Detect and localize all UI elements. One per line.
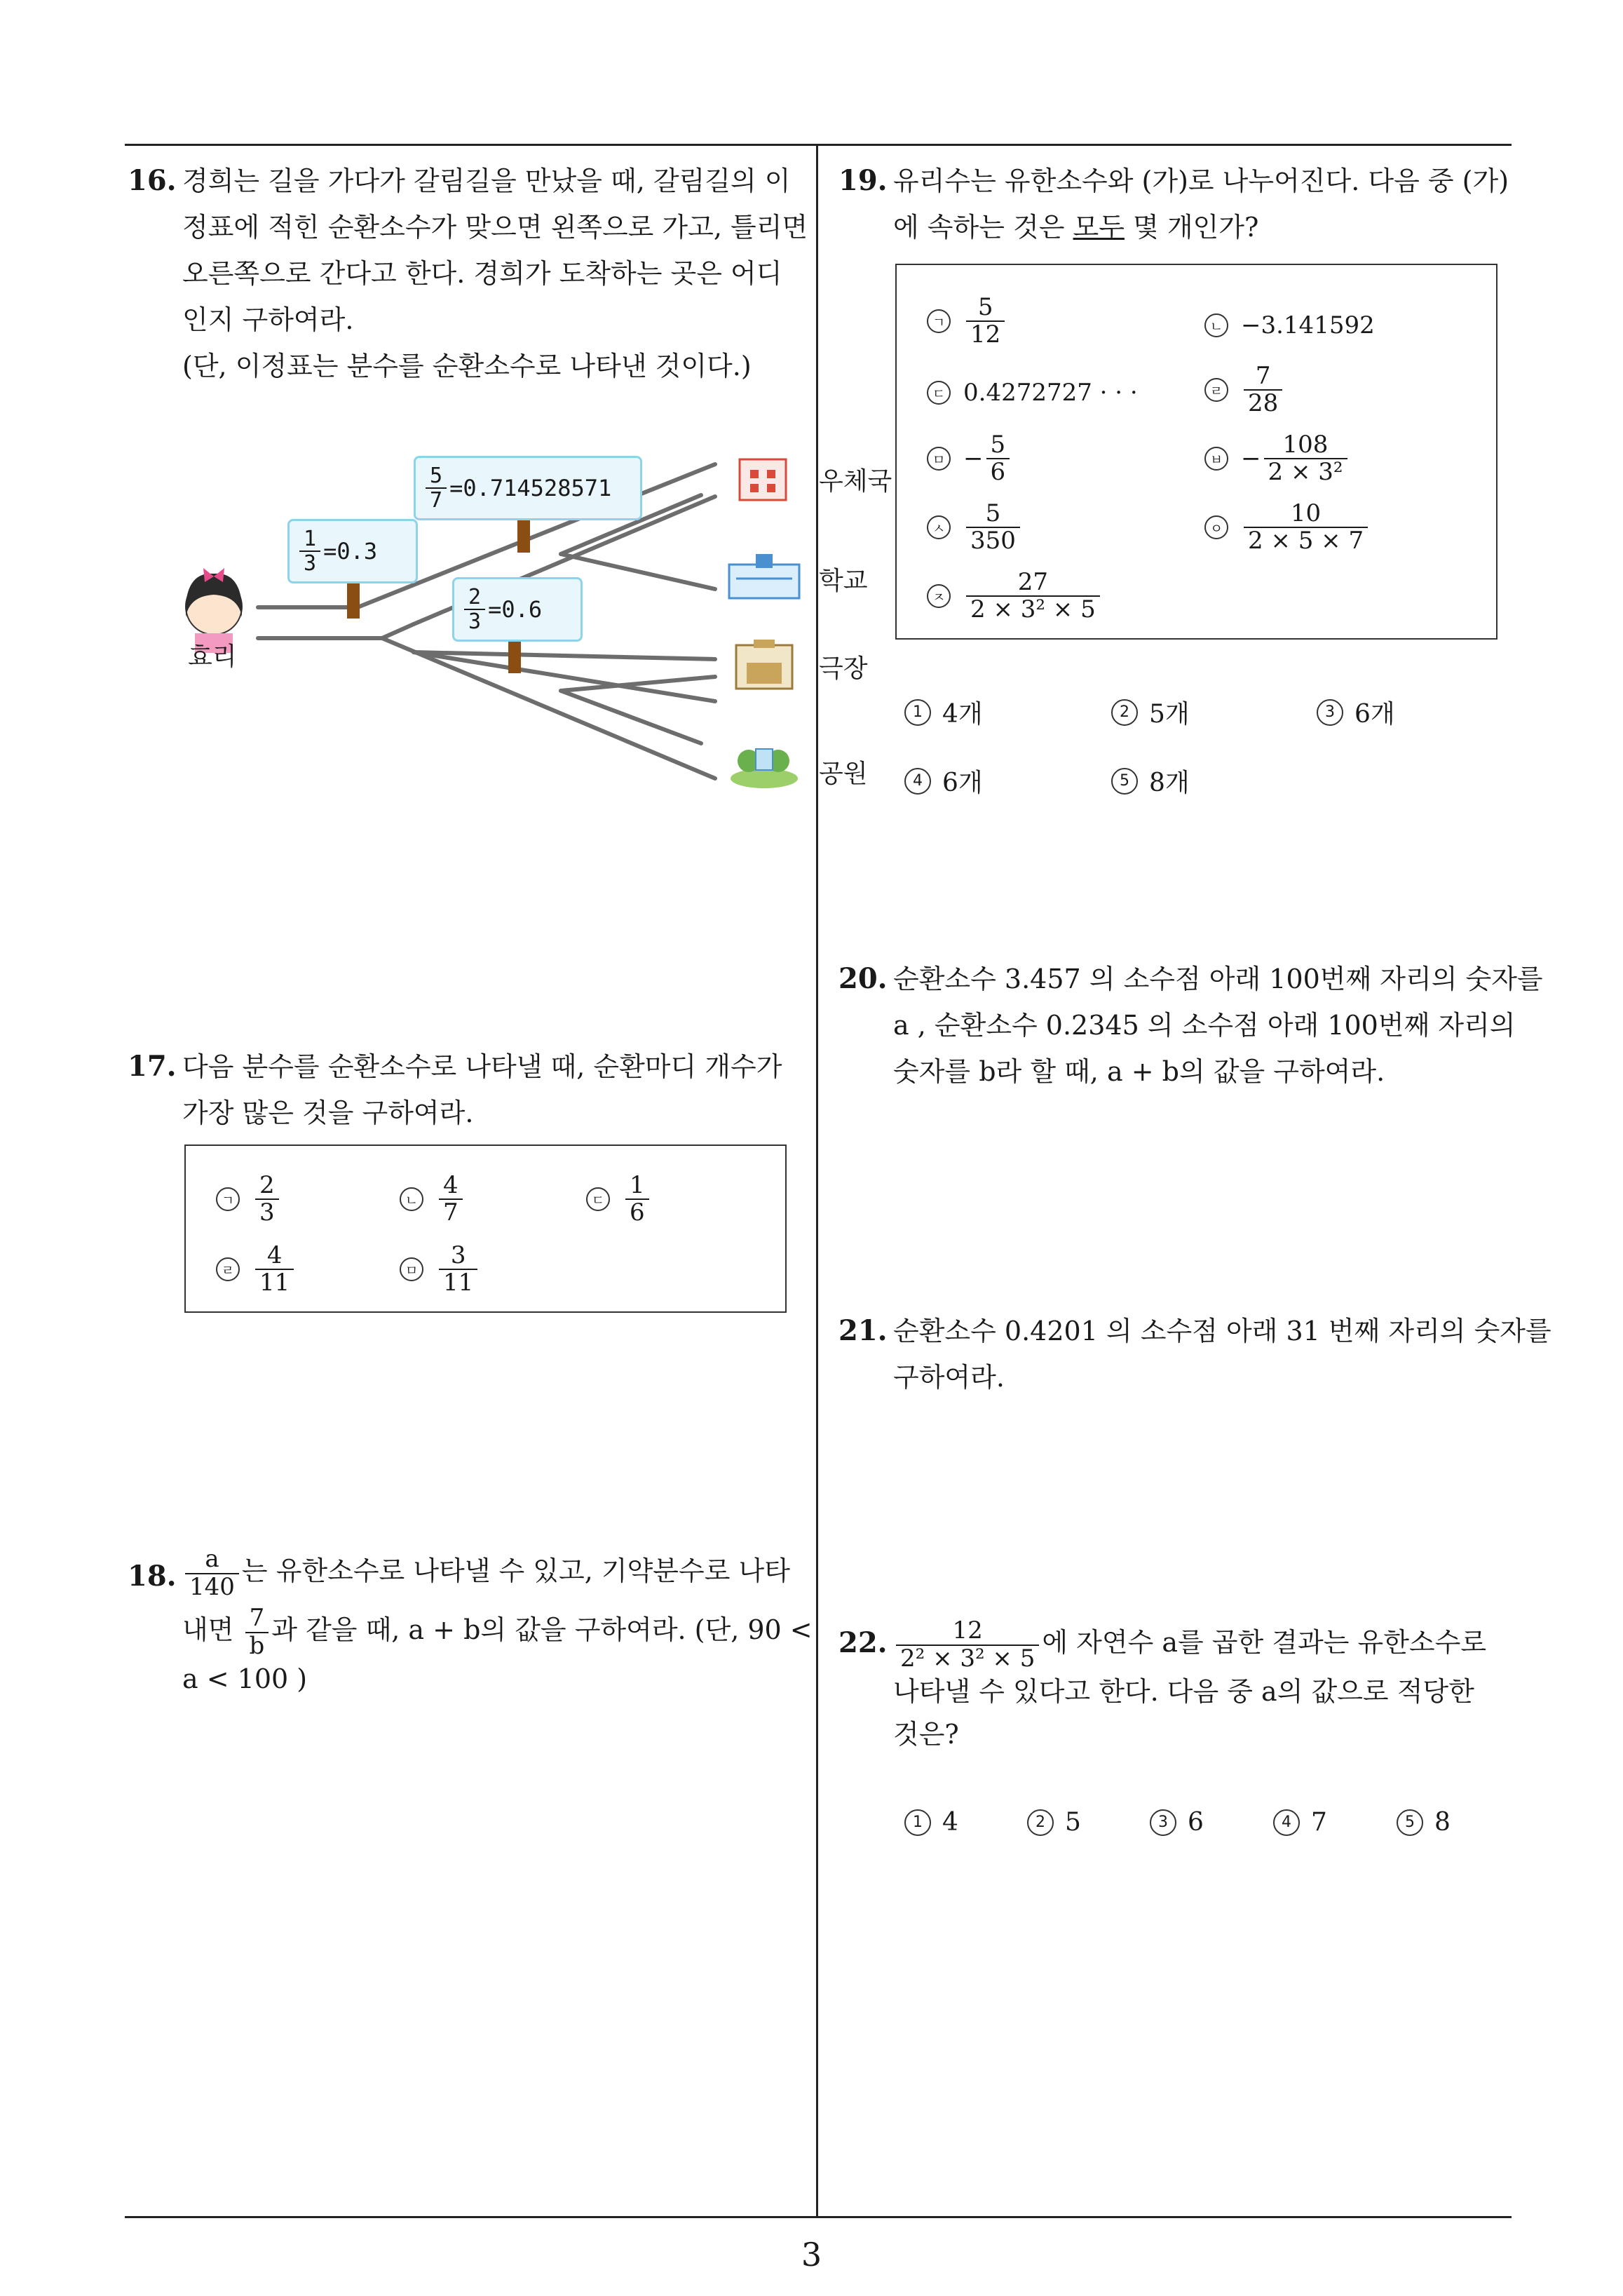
fraction-12-over: $\frac{12}{\text{2² × 3² × 5}}$ xyxy=(896,1618,1039,1672)
sign-fraction: $\frac{2}{3}$ xyxy=(464,586,485,633)
question-17 xyxy=(128,1044,801,1136)
sign-value: =0.6 xyxy=(488,596,543,623)
question-text: a < 100 ) xyxy=(182,1663,308,1694)
question-20 xyxy=(838,956,1543,1095)
choice-item: ㄱ $\frac{5}{12}$ xyxy=(927,295,1007,349)
question-22 xyxy=(838,1613,1512,1757)
question-number: 20. xyxy=(838,962,888,995)
question-text-line: 정표에 적힌 순환소수가 맞으면 왼쪽으로 가고, 틀리면 xyxy=(182,212,808,243)
theater-building-icon xyxy=(736,640,792,689)
question-number: 21. xyxy=(838,1314,888,1347)
choice-mark: ㄴ xyxy=(1204,313,1228,337)
question-text-line: a , 순환소수 0.2345 의 소수점 아래 100번째 자리의 xyxy=(893,1010,1516,1041)
question-text-line: 숫자를 b라 할 때, a + b의 값을 구하여라. xyxy=(893,1056,1385,1087)
place-theater: 극장 xyxy=(819,654,868,683)
choice-value: 0.4272727 · · · xyxy=(963,379,1138,407)
school-building-icon xyxy=(729,554,799,598)
place-school: 학교 xyxy=(819,567,868,595)
choice-item: ㄴ $\frac{4}{7}$ xyxy=(400,1173,466,1227)
choice-mark: ㄴ xyxy=(400,1187,423,1211)
question-number: 17. xyxy=(128,1050,177,1083)
question-text-line: 유리수는 유한소수와 (가)로 나누어진다. 다음 중 (가) xyxy=(893,166,1509,196)
answer-option-4[interactable]: 4 7 xyxy=(1273,1808,1327,1837)
question-text: 에 자연수 a를 곱한 결과는 유한소수로 xyxy=(1042,1627,1487,1658)
question-text: 몇 개인가? xyxy=(1133,212,1259,243)
sign-1-3 xyxy=(287,519,418,583)
choice-mark: ㄱ xyxy=(216,1187,240,1211)
question-number: 16. xyxy=(128,164,177,197)
question-18 xyxy=(128,1541,813,1699)
choice-item: ㅅ $\frac{5}{350}$ xyxy=(927,501,1023,555)
question-text: 과 같을 때, a + b의 값을 구하여라. (단, 90 < xyxy=(271,1614,813,1645)
question-text-line: 가장 많은 것을 구하여라. xyxy=(182,1098,474,1128)
sign-5-7 xyxy=(414,456,642,520)
place-park: 공원 xyxy=(819,759,868,788)
road-diagram xyxy=(0,0,827,813)
answer-option-5[interactable]: 5 8 xyxy=(1397,1808,1451,1837)
choice-item: ㅇ $\frac{10}{2 \times 5 \times 7}$ xyxy=(1204,501,1371,555)
question-text-line: 경희는 길을 가다가 갈림길을 만났을 때, 갈림길의 이 xyxy=(182,166,791,196)
choice-value: −3.141592 xyxy=(1241,311,1375,339)
post-office-building-icon xyxy=(740,459,786,500)
minus-sign: − xyxy=(963,445,984,473)
answer-option-3[interactable]: 3 6개 xyxy=(1317,694,1395,730)
choice-mark: ㅇ xyxy=(1204,515,1228,539)
sign-value: =0.714528571 xyxy=(449,475,612,501)
bottom-rule xyxy=(125,2216,1512,2218)
question-19 xyxy=(838,158,1512,250)
answer-option-5[interactable]: 5 8개 xyxy=(1111,763,1190,799)
answer-option-2[interactable]: 2 5개 xyxy=(1111,694,1190,730)
question-text-line: 오른쪽으로 간다고 한다. 경희가 도착하는 곳은 어디 xyxy=(182,258,782,289)
question-text-line: 순환소수 3.457 의 소수점 아래 100번째 자리의 숫자를 xyxy=(893,964,1543,994)
question-21 xyxy=(838,1308,1551,1400)
choice-mark: ㄹ xyxy=(1204,378,1228,402)
choice-mark: ㅅ xyxy=(927,515,951,539)
choice-mark: ㄹ xyxy=(216,1257,240,1281)
sign-fraction: $\frac{5}{7}$ xyxy=(426,464,447,512)
question-text: 내면 xyxy=(182,1614,234,1645)
sign-value: =0.3 xyxy=(323,538,378,565)
answer-option-2[interactable]: 2 5 xyxy=(1027,1808,1081,1837)
park-icon xyxy=(731,749,798,788)
choice-item: ㄹ $\frac{4}{11}$ xyxy=(216,1243,297,1297)
answer-option-4[interactable]: 4 6개 xyxy=(904,763,983,799)
choice-mark: ㅁ xyxy=(927,447,951,471)
choice-mark: ㅁ xyxy=(400,1257,423,1281)
choice-mark: ㄷ xyxy=(586,1187,610,1211)
choice-mark: ㅈ xyxy=(927,584,951,608)
choice-item: ㅈ $\frac{27}{\text{2 × 3² × 5}}$ xyxy=(927,569,1103,623)
question-text-line: 다음 분수를 순환소수로 나타낼 때, 순환마디 개수가 xyxy=(182,1051,782,1082)
answer-option-3[interactable]: 3 6 xyxy=(1150,1808,1204,1837)
question-number: 19. xyxy=(838,164,888,197)
choice-item xyxy=(1204,311,1375,339)
question-note: (단, 이정표는 분수를 순환소수로 나타낸 것이다.) xyxy=(182,351,752,381)
person-label: 효리 xyxy=(188,642,237,671)
answer-option-1[interactable]: 1 4 xyxy=(904,1808,958,1837)
choice-mark: ㄷ xyxy=(927,381,951,405)
choice-item: ㅁ $\frac{3}{11}$ xyxy=(400,1243,480,1297)
question-text: 에 속하는 것은 xyxy=(893,212,1065,243)
underlined-word: 모두 xyxy=(1073,212,1125,243)
sign-fraction: $\frac{1}{3}$ xyxy=(299,527,320,575)
fraction-7-b: $\frac{7}{b}$ xyxy=(245,1605,269,1659)
choice-item xyxy=(927,379,1138,407)
minus-sign: − xyxy=(1241,445,1261,473)
page-number: 3 xyxy=(801,2236,822,2274)
answer-option-1[interactable]: 1 4개 xyxy=(904,694,983,730)
place-post-office: 우체국 xyxy=(819,467,892,496)
question-text-line: 것은? xyxy=(893,1719,959,1750)
question-text-line: 인지 구하여라. xyxy=(182,304,354,335)
choice-mark: ㅂ xyxy=(1204,447,1228,471)
sign-2-3 xyxy=(452,577,583,642)
question-text-line: 순환소수 0.4201 의 소수점 아래 31 번째 자리의 숫자를 xyxy=(893,1316,1551,1346)
fraction-a-140: $\frac{a}{140}$ xyxy=(185,1546,239,1600)
question-number: 22. xyxy=(838,1626,888,1659)
choice-item: ㅁ − $\frac{5}{6}$ xyxy=(927,432,1012,486)
choice-mark: ㄱ xyxy=(927,309,951,333)
question-text-line: 구하여라. xyxy=(893,1362,1005,1393)
choice-item: ㄷ $\frac{1}{6}$ xyxy=(586,1173,652,1227)
question-number: 18. xyxy=(128,1560,177,1593)
choice-item: ㅂ − $\frac{108}{\text{2 × 3²}}$ xyxy=(1204,432,1350,486)
choice-item: ㄱ $\frac{2}{3}$ xyxy=(216,1173,282,1227)
question-text-line: 나타낼 수 있다고 한다. 다음 중 a의 값으로 적당한 xyxy=(893,1676,1474,1707)
choice-item: ㄹ $\frac{7}{28}$ xyxy=(1204,363,1285,417)
question-text: 는 유한소수로 나타낼 수 있고, 기약분수로 나타 xyxy=(241,1555,790,1586)
